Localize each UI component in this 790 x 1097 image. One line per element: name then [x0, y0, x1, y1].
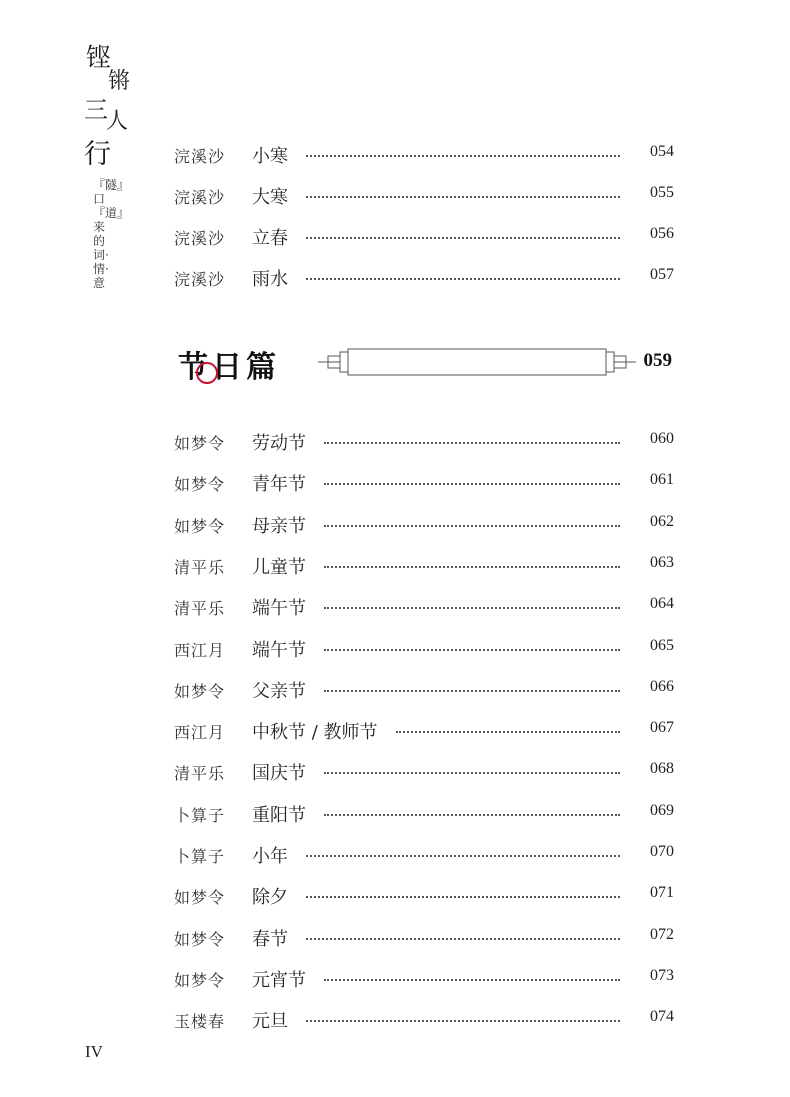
section-page-number: 059 — [643, 350, 672, 371]
entry-title: 父亲节 — [252, 680, 306, 702]
entry-cipai: 如梦令 — [174, 681, 226, 701]
book-title-char: 人 — [106, 109, 129, 134]
entry-cipai: 浣溪沙 — [174, 229, 226, 248]
section-title: 节日篇 — [178, 350, 280, 385]
toc-entry[interactable] — [174, 470, 674, 498]
entry-title: 小寒 — [252, 146, 288, 167]
entry-cipai: 如梦令 — [174, 888, 226, 908]
entry-page-number: 066 — [650, 677, 674, 695]
dot-leader — [306, 938, 620, 940]
dot-leader — [324, 690, 620, 692]
toc-entry[interactable] — [174, 142, 674, 170]
entry-title: 端午节 — [252, 639, 306, 661]
entry-cipai: 如梦令 — [174, 516, 226, 536]
book-title-char: 锵 — [108, 69, 131, 94]
book-title — [80, 38, 140, 170]
toc-entry[interactable] — [174, 636, 674, 664]
entry-title: 青年节 — [252, 474, 306, 496]
toc-entry[interactable] — [174, 718, 674, 746]
entry-cipai: 卜算子 — [174, 805, 226, 825]
entry-page-number: 065 — [650, 636, 674, 654]
entry-page-number: 073 — [650, 966, 674, 984]
entry-page-number: 068 — [650, 760, 674, 778]
book-title-char: 三 — [84, 96, 108, 124]
entry-cipai: 如梦令 — [174, 929, 226, 949]
toc-entry[interactable] — [174, 265, 674, 293]
toc-entry[interactable] — [174, 429, 674, 457]
toc-entry[interactable] — [174, 553, 674, 581]
entry-page-number: 072 — [650, 925, 674, 943]
dot-leader — [396, 731, 620, 733]
toc-entry[interactable] — [174, 512, 674, 540]
entry-title: 中秋节 / 教师节 — [252, 722, 378, 744]
scroll-ornament-icon — [318, 348, 636, 376]
dot-leader — [324, 483, 620, 485]
entry-page-number: 064 — [650, 595, 674, 613]
dot-leader — [324, 649, 620, 651]
entry-page-number: 062 — [650, 512, 674, 530]
toc-entry[interactable] — [174, 842, 674, 870]
entry-title: 元宵节 — [252, 969, 306, 991]
dot-leader — [306, 855, 620, 857]
entry-cipai: 玉楼春 — [174, 1012, 226, 1032]
dot-leader — [306, 196, 620, 198]
dot-leader — [324, 979, 620, 981]
entry-title: 小年 — [252, 846, 288, 867]
entry-cipai: 清平乐 — [174, 557, 226, 577]
entry-page-number: 056 — [650, 225, 674, 242]
entry-page-number: 063 — [650, 553, 674, 571]
entry-title: 除夕 — [252, 887, 288, 909]
entry-page-number: 069 — [650, 801, 674, 819]
toc-entry[interactable] — [174, 224, 674, 252]
entry-page-number: 055 — [650, 184, 674, 201]
toc-entry[interactable] — [174, 925, 674, 953]
toc-entry[interactable] — [174, 1007, 674, 1035]
entry-title: 劳动节 — [252, 433, 306, 454]
entry-page-number: 071 — [650, 884, 674, 902]
entry-cipai: 清平乐 — [174, 599, 226, 619]
entry-cipai: 西江月 — [174, 723, 226, 743]
entry-title: 春节 — [252, 928, 288, 950]
book-title-char: 行 — [84, 139, 111, 170]
entry-cipai: 卜算子 — [174, 847, 226, 866]
section-heading[interactable] — [178, 342, 678, 388]
entry-title: 国庆节 — [252, 763, 306, 785]
entry-cipai: 浣溪沙 — [174, 270, 226, 289]
entry-cipai: 西江月 — [174, 640, 226, 660]
entry-title: 重阳节 — [252, 804, 306, 826]
entry-title: 元旦 — [252, 1011, 288, 1033]
entry-title: 立春 — [252, 228, 288, 249]
entry-page-number: 057 — [650, 266, 674, 283]
dot-leader — [324, 814, 620, 816]
dot-leader — [306, 278, 620, 280]
entry-page-number: 061 — [650, 471, 674, 489]
entry-cipai: 如梦令 — [174, 970, 226, 990]
entry-page-number: 067 — [650, 719, 674, 737]
entry-cipai: 如梦令 — [174, 475, 226, 495]
entry-title: 儿童节 — [252, 556, 306, 578]
toc-entry[interactable] — [174, 759, 674, 787]
dot-leader — [324, 442, 620, 444]
page-folio: IV — [85, 1042, 103, 1061]
dot-leader — [324, 566, 620, 568]
entry-title: 端午节 — [252, 598, 306, 620]
entry-page-number: 060 — [650, 430, 674, 447]
toc-entry[interactable] — [174, 594, 674, 622]
book-title-char: 铿 — [86, 43, 112, 72]
dot-leader — [306, 1020, 620, 1022]
toc-entry[interactable] — [174, 183, 674, 211]
entry-cipai: 清平乐 — [174, 764, 226, 784]
entry-page-number: 070 — [650, 843, 674, 860]
toc-entry[interactable] — [174, 883, 674, 911]
toc-entry[interactable] — [174, 677, 674, 705]
entry-cipai: 浣溪沙 — [174, 147, 226, 166]
entry-cipai: 浣溪沙 — [174, 188, 226, 207]
dot-leader — [324, 525, 620, 527]
dot-leader — [306, 237, 620, 239]
dot-leader — [306, 896, 620, 898]
toc-entry[interactable] — [174, 801, 674, 829]
dot-leader — [324, 772, 620, 774]
entry-title: 雨水 — [252, 269, 288, 290]
entry-cipai: 如梦令 — [174, 434, 226, 453]
book-subtitle: 『隧』口『道』来的词·情·意 — [93, 178, 130, 290]
dot-leader — [306, 155, 620, 157]
entry-title: 大寒 — [252, 187, 288, 208]
dot-leader — [324, 607, 620, 609]
red-seal-circle-icon — [196, 362, 218, 384]
entry-page-number: 074 — [650, 1008, 674, 1026]
entry-title: 母亲节 — [252, 515, 306, 537]
entry-page-number: 054 — [650, 143, 674, 160]
toc-entry[interactable] — [174, 966, 674, 994]
